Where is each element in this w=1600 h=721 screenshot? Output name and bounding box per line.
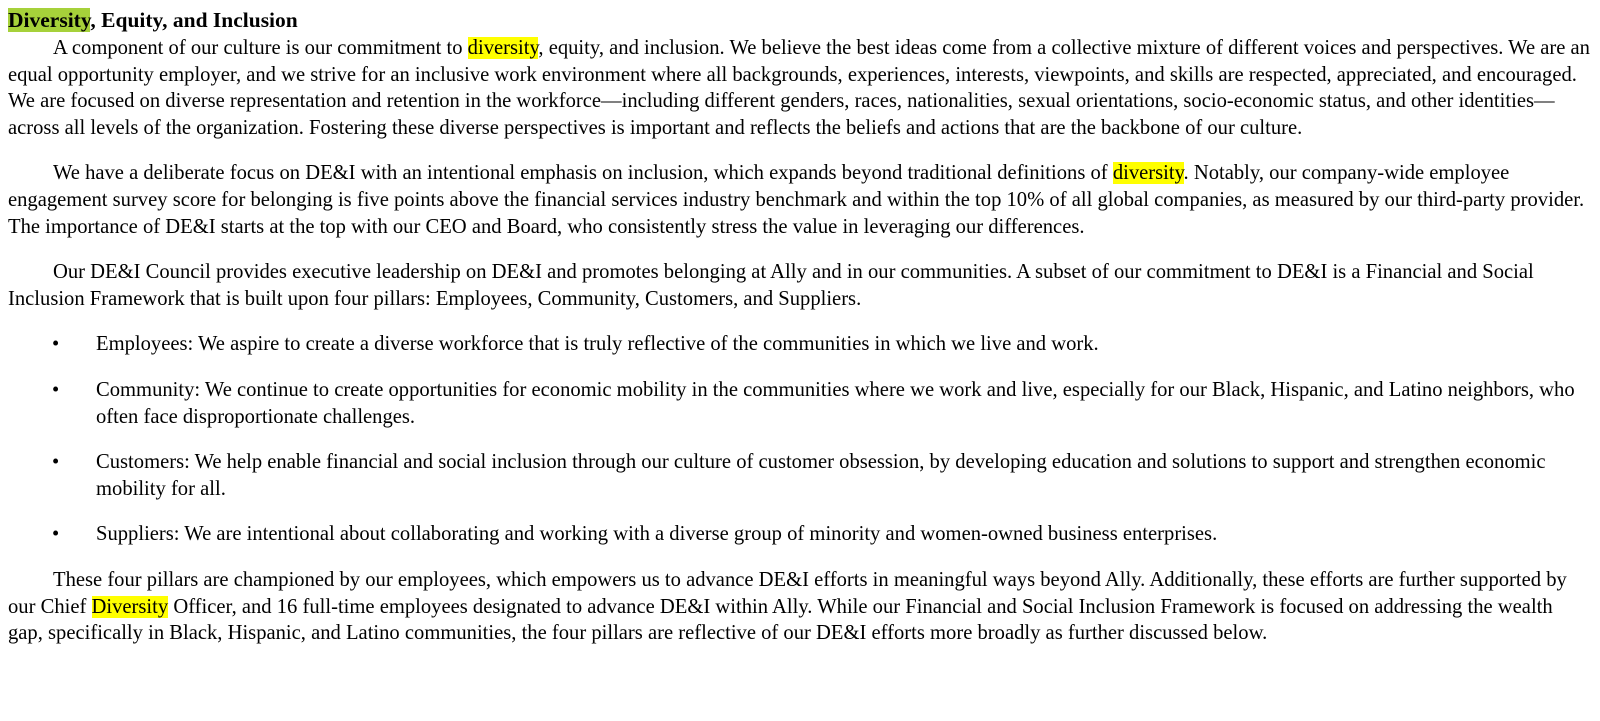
paragraph-commitment: A component of our culture is our commitment to diversity, equity, and inclusion. We believe the best ideas come from a collective mixture of different voices and perspectives. We are an equal opportunity employer, and we strive for an inclusive work environment where all backgrounds, experiences, interests, viewpoints, and skills are respected, appreciated, and encouraged. We are focused on diverse representation and retention in the workforce—including different genders, races, nationalities, sexual orientations, socio-economic status, and other identities—across all levels of the organization. Fostering these diverse perspectives is important and reflects the beliefs and actions that are the backbone of our culture. [8,37,1590,139]
search-highlight: Diversity [91,595,169,618]
bullet: • [52,523,60,546]
section-heading [8,6,1592,34]
list-item: • Community: We continue to create opportunities for economic mobility in the communities where we work and live, especially for our Black, Hispanic, and Latino neighbors, who often face disproportionate challenges. [52,378,1575,428]
paragraph-championed: These four pillars are championed by our employees, which empowers us to advance DE&I efforts in meaningful ways beyond Ally. Additionally, these efforts are further supported by our Chief Diversity Officer, and 16 full-time employees designated to advance DE&I within Ally. While our Financial and Social Inclusion Framework is focused on addressing the wealth gap, specifically in Black, Hispanic, and Latino communities, the four pillars are reflective of our DE&I efforts more broadly as further discussed below. [8,568,1567,645]
bullet: • [52,378,60,401]
search-highlight: diversity [467,37,539,59]
list-item: • Employees: We aspire to create a diverse workforce that is truly reflective of the communities in which we live and work. [8,331,1592,358]
bullet: • [52,451,60,474]
bullet: • [52,333,60,356]
heading-rest: , Equity, and Inclusion [90,8,298,32]
heading-highlight: Diversity [8,8,91,32]
paragraph-focus: We have a deliberate focus on DE&I with an intentional emphasis on inclusion, which expands beyond traditional definitions of diversity. Notably, our company-wide employee engagement survey score for belonging is five points above the financial services industry benchmark and within the top 10% of all global companies, as measured by our third-party provider. The importance of DE&I starts at the top with our CEO and Board, who consistently stress the value in leveraging our differences. [8,162,1585,238]
list-item: • Customers: We help enable financial and social inclusion through our culture of customer obsession, by developing education and solutions to support and strengthen economic mobility for all. [52,451,1546,500]
list-item: • Suppliers: We are intentional about collaborating and working with a diverse group of minority and women-owned business enterprises. [8,521,1592,548]
pillars-list [8,331,1592,548]
paragraph-council: Our DE&I Council provides executive leadership on DE&I and promotes belonging at Ally and in our communities. A subset of our commitment to DE&I is a Financial and Social Inclusion Framework that is built upon four pillars: Employees, Community, Customers, and Suppliers. [8,261,1534,310]
search-highlight: diversity [1112,162,1184,185]
